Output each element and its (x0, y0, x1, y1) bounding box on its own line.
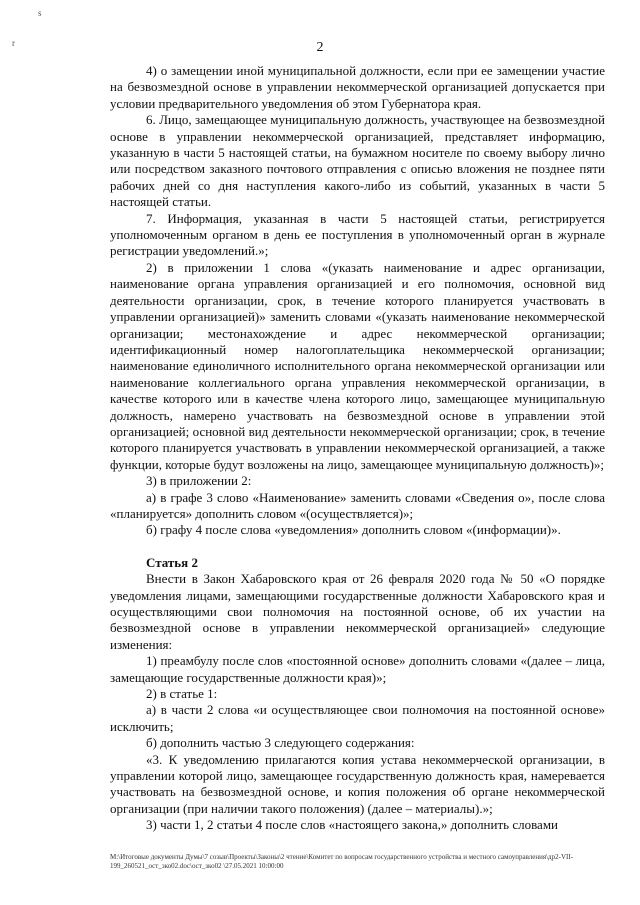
file-path-footer: М:\Итоговые документы Думы\7 созыв\Проекты\Законы\2 чтение\Комитет по вопросам государственного устройства и местного самоуправления\др2-VII-199_260521_ост_зко02.doc\ост_зко02 \27.05.2021 10:00:00 (110, 853, 574, 870)
paragraph-item-4: 4) о замещении иной муниципальной должности, если при ее замещении участие на безвозмездной основе в управлении некоммерческой организацией допускается при условии предварительного уведомления об этом Губернатора края. (110, 63, 605, 111)
article-2-item-2: 2) в статье 1: (146, 686, 218, 702)
page-number: 2 (316, 40, 324, 55)
paragraph-appendix-2: 3) в приложении 2: (146, 473, 252, 489)
paragraph-part-7: 7. Информация, указанная в части 5 настоящей статьи, регистрируется уполномоченным органом в день ее поступления в уполномоченный орган в журнале регистрации уведомлений.»; (110, 210, 605, 259)
paragraph-part-6: 6. Лицо, замещающее муниципальную должность, участвующее на безвозмездной основе в управлении некоммерческой организацией, представляет информацию, указанную в части 5 настоящей статьи, на бумажном носителе по своему выбору лично или посредством заказного почтового отправления с описью вложения не позднее пяти рабочих дней со дня наступления какого-либо из событий, указанных в части 5 настоящей статьи. (110, 112, 605, 210)
article-2-item-2-b: б) дополнить частью 3 следующего содержания: (146, 735, 415, 751)
article-2-item-3: 3) части 1, 2 статьи 4 после слов «настоящего закона,» дополнить словами (146, 817, 559, 833)
article-2-item-1: 1) преамбулу после слов «постоянной основе» дополнить словами «(далее – лица, замещающие государственные должности края)»; (110, 653, 605, 685)
article-2-heading: Статья 2 (146, 554, 198, 570)
document-body (110, 63, 605, 834)
article-2-item-2-a: а) в части 2 слова «и осуществляющее свои полномочия на постоянной основе» исключить; (110, 702, 605, 734)
article-2-intro: Внести в Закон Хабаровского края от 26 февраля 2020 года № 50 «О порядке уведомления лицами, замещающими государственные должности Хабаровского края и осуществляющими свои полномочия на постоянной основе, об их участии на безвозмездной основе в управлении некоммерческой организацией» следующие изменения: (110, 571, 605, 652)
paragraph-appendix-1: 2) в приложении 1 слова «(указать наименование и адрес организации, наименование органа управления организацией и его полномочия, основной вид деятельности организации, срок, в течение которого планируется участвовать в управлении организацией)» заменить словами «(указать наименование некоммерческой организации; местонахождение и адрес некоммерческой организации; идентификационный номер налогоплательщика некоммерческой организации; наименование единоличного исполнительного органа некоммерческой организации или наименование коллегиального органа управления некоммерческой организации, в качестве которого или в качестве члена которого лицо, замещающее муниципальную должность, намерено участвовать на безвозмездной основе в управлении этой организацией; основной вид деятельности некоммерческой организации; срок, в течение которого планируется участвовать в управлении некоммерческой организацией, а также функции, которые будут возложены на лицо, замещающее муниципальную должность)»; (110, 259, 605, 472)
article-2-part-3-quote: «3. К уведомлению прилагаются копия устава некоммерческой организации, в управлении которой лицо, замещающее государственную должность края, намеревается участвовать на безвозмездной основе, и копия положения об органе некоммерческой организации (при наличии такого положения) (далее – материалы).»; (110, 751, 605, 816)
paragraph-appendix-2-b: б) графу 4 после слова «уведомления» дополнить словом «(информации)». (146, 522, 561, 538)
scan-mark-top: s (38, 8, 42, 18)
paragraph-appendix-2-a: а) в графе 3 слово «Наименование» заменить словами «Сведения о», после слова «планируется» дополнить словом «(осуществляется)»; (110, 489, 605, 521)
scan-mark-left: r (12, 38, 15, 48)
